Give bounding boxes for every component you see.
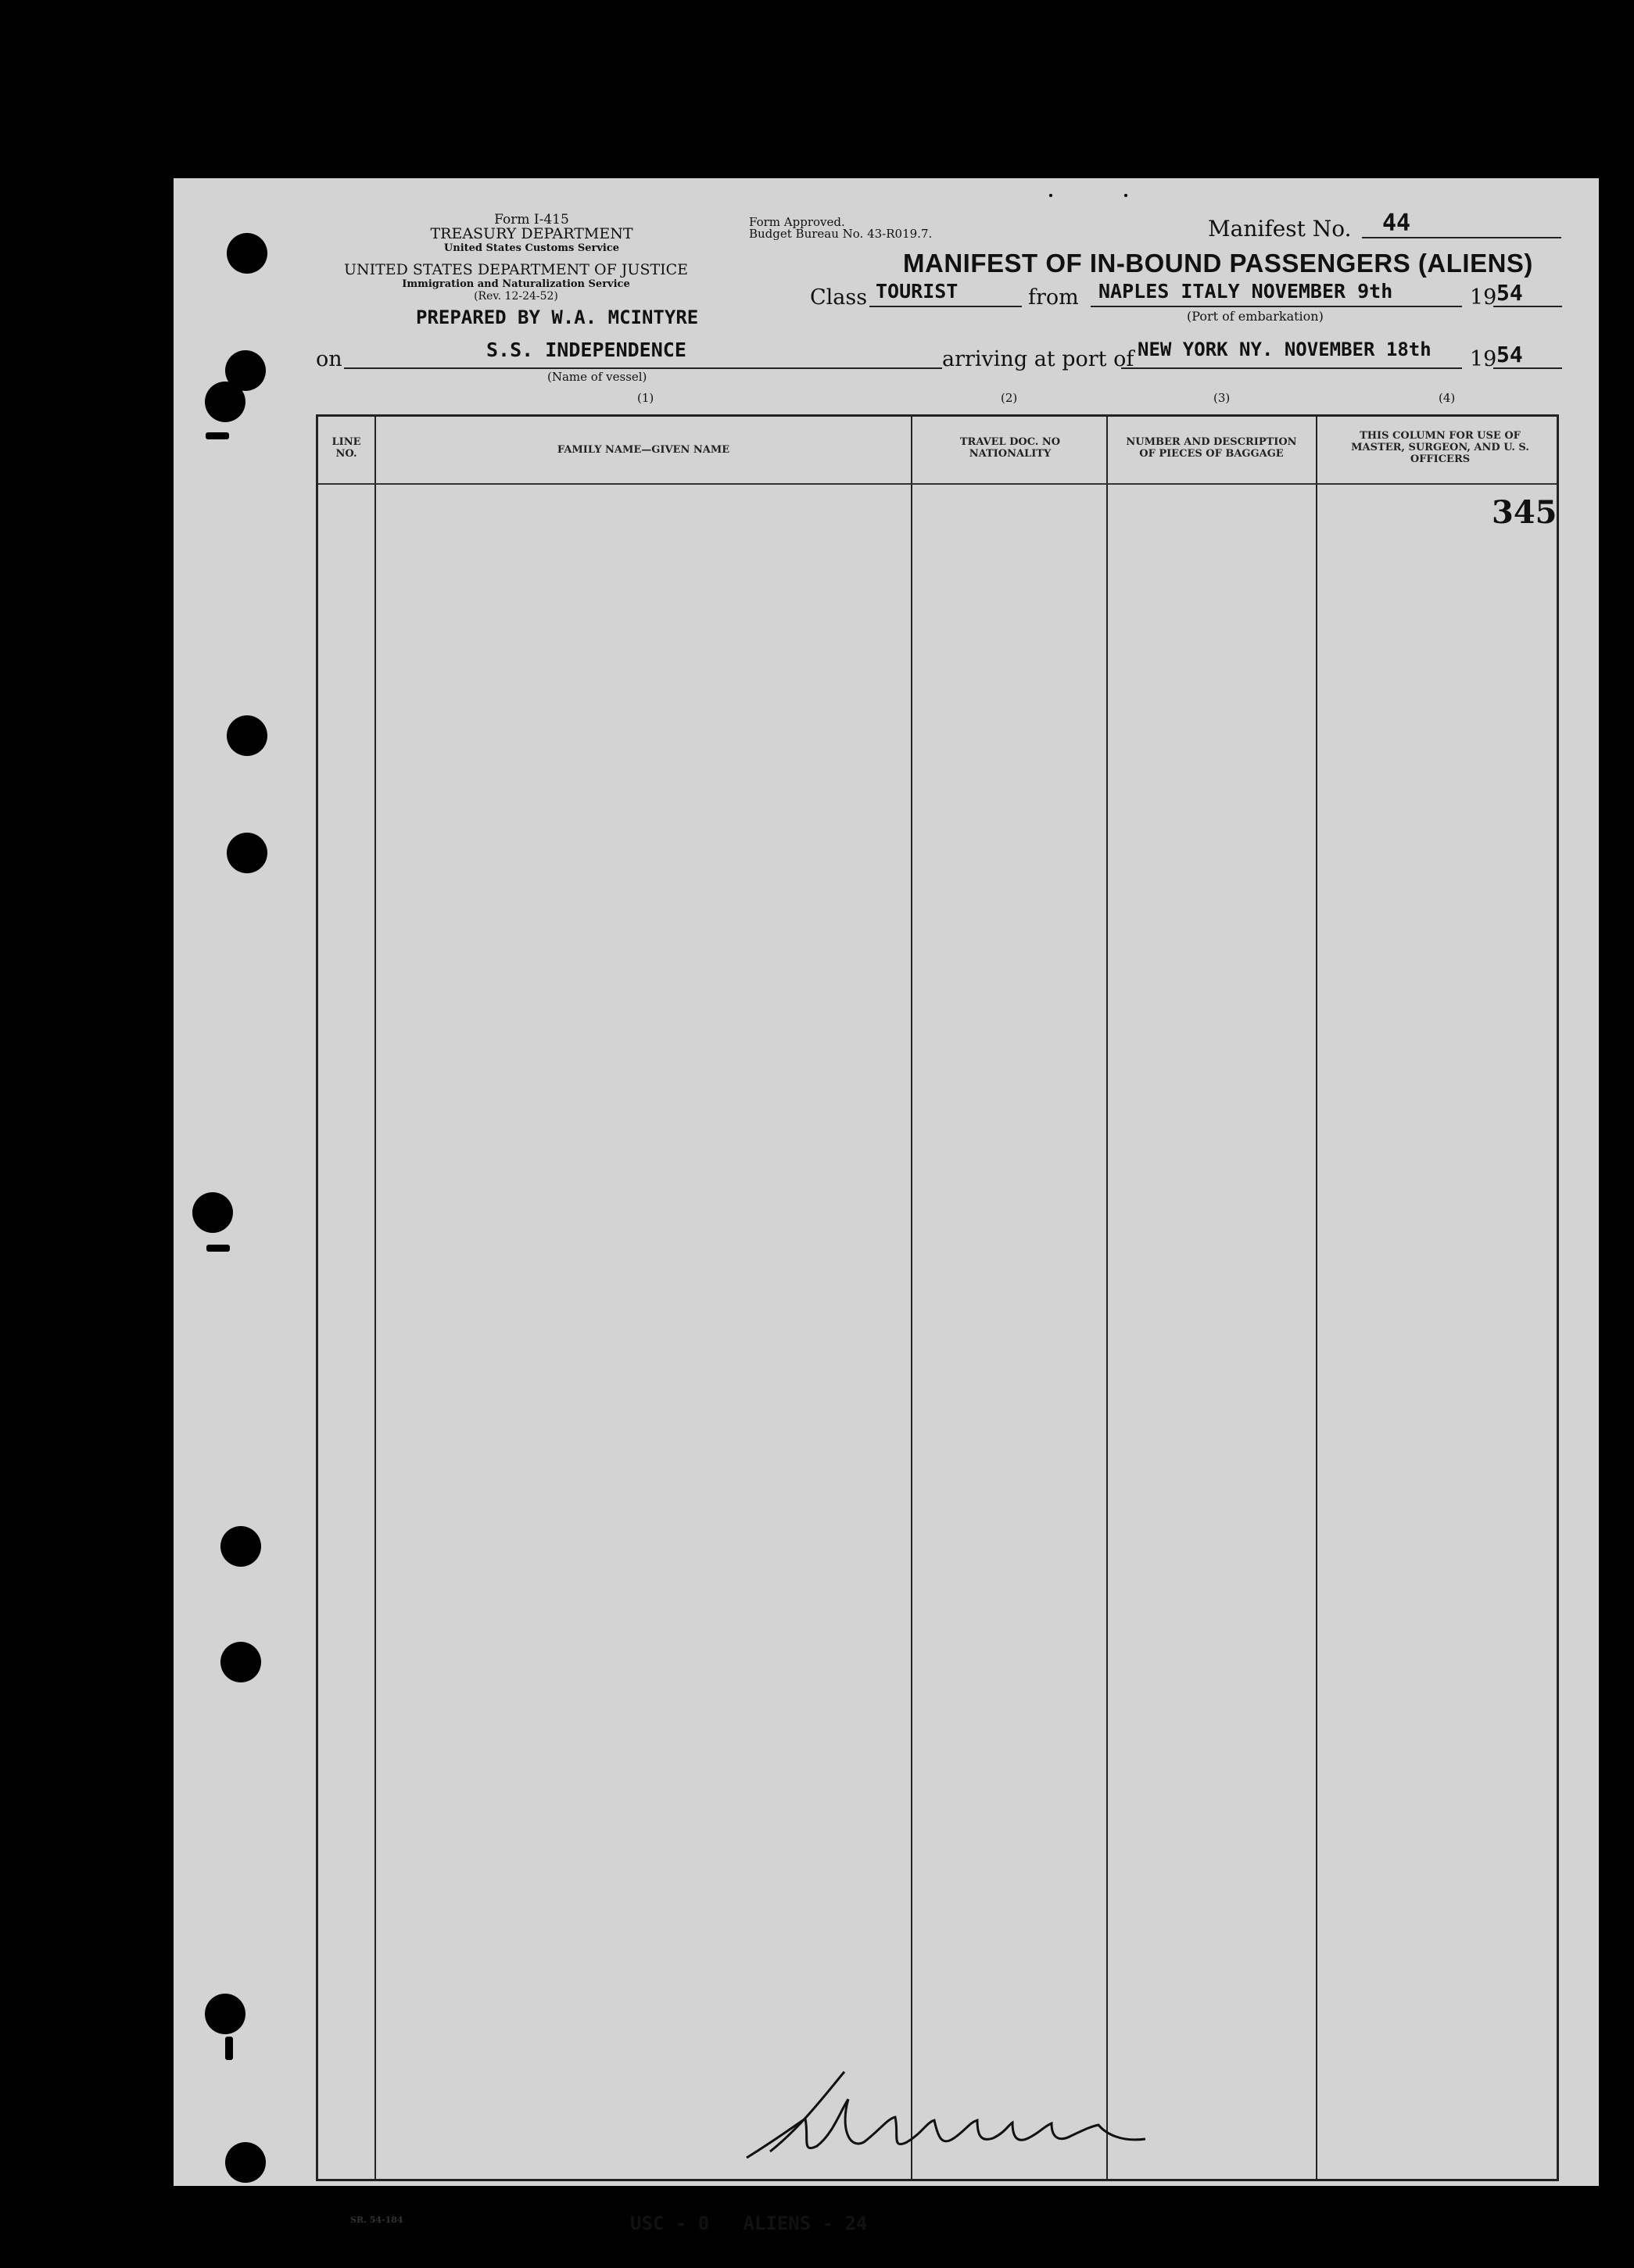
- form-approved: Form Approved.: [749, 215, 845, 229]
- col-divider: [1316, 417, 1317, 2179]
- header-officers: THIS COLUMN FOR USE OF MASTER, SURGEON, AND U. S. OFFICERS: [1351, 430, 1529, 465]
- arrival-year-prefix: 19: [1470, 347, 1497, 371]
- col-number-3: (3): [1213, 391, 1231, 405]
- col-number-1: (1): [637, 391, 654, 405]
- scan-mark: [1049, 194, 1052, 197]
- class-label: Class: [810, 285, 868, 310]
- punch-hole: [227, 715, 267, 756]
- vessel-underline: [344, 367, 942, 369]
- footer-form-code: SR. 54-184: [350, 2215, 403, 2225]
- arrival-year: 54: [1496, 342, 1523, 367]
- from-year: 54: [1496, 280, 1523, 306]
- punch-mark: [225, 2037, 233, 2060]
- punch-hole: [227, 833, 267, 873]
- header-line-no: LINE NO.: [331, 436, 361, 460]
- punch-hole: [205, 1994, 245, 2034]
- on-label: on: [316, 347, 342, 371]
- justice-dept: UNITED STATES DEPARTMENT OF JUSTICE: [343, 261, 689, 278]
- col-divider: [911, 417, 912, 2179]
- arrival-year-underline: [1493, 367, 1562, 369]
- vessel-caption: (Name of vessel): [547, 370, 647, 384]
- class-value: TOURIST: [876, 280, 959, 303]
- punch-hole: [225, 2142, 266, 2183]
- col-divider: [374, 417, 376, 2179]
- manifest-no-underline: [1362, 237, 1561, 238]
- col-number-4: (4): [1439, 391, 1456, 405]
- from-underline: [1091, 306, 1462, 307]
- header-divider: [318, 483, 1557, 485]
- arrival-underline: [1121, 367, 1462, 369]
- punch-hole: [205, 382, 245, 422]
- prepared-by: PREPARED BY W.A. MCINTYRE: [416, 306, 699, 328]
- arriving-label: arriving at port of: [942, 347, 1134, 371]
- header-travel-doc: TRAVEL DOC. NO NATIONALITY: [959, 436, 1061, 460]
- customs-service: United States Customs Service: [443, 242, 620, 254]
- annotation-345: 345: [1492, 494, 1557, 531]
- treasury-dept: TREASURY DEPARTMENT: [430, 225, 633, 242]
- punch-mark: [206, 432, 229, 439]
- budget-bureau: Budget Bureau No. 43-R019.7.: [749, 227, 933, 241]
- ins-service: Immigration and Naturalization Service: [402, 278, 630, 290]
- officer-signature: [731, 2064, 1153, 2166]
- header-name: FAMILY NAME—GIVEN NAME: [557, 444, 730, 456]
- header-baggage: NUMBER AND DESCRIPTION OF PIECES OF BAGGAGE: [1126, 436, 1297, 460]
- passenger-table: [316, 414, 1559, 2181]
- revision-date: (Rev. 12-24-52): [474, 290, 558, 303]
- manifest-title: MANIFEST OF IN-BOUND PASSENGERS (ALIENS): [903, 249, 1533, 278]
- from-year-prefix: 19: [1470, 285, 1497, 310]
- port-embarkation-caption: (Port of embarkation): [1187, 309, 1324, 324]
- col-divider: [1106, 417, 1108, 2179]
- punch-hole: [227, 233, 267, 274]
- footer-summary: USC - 0 ALIENS - 24: [630, 2212, 868, 2234]
- col-number-2: (2): [1001, 391, 1018, 405]
- from-value: NAPLES ITALY NOVEMBER 9th: [1098, 280, 1393, 303]
- arrival-value: NEW YORK NY. NOVEMBER 18th: [1138, 339, 1432, 360]
- from-year-underline: [1493, 306, 1562, 307]
- scan-mark: [1124, 194, 1127, 197]
- punch-hole: [220, 1526, 261, 1567]
- from-label: from: [1028, 285, 1079, 310]
- scan-mark: [938, 145, 955, 148]
- manifest-no: 44: [1382, 210, 1411, 237]
- form-number: Form I-415: [494, 212, 569, 228]
- vessel-name: S.S. INDEPENDENCE: [486, 339, 686, 361]
- manifest-no-label: Manifest No.: [1208, 216, 1352, 242]
- punch-mark: [206, 1245, 230, 1252]
- punch-hole: [192, 1192, 233, 1233]
- punch-hole: [220, 1642, 261, 1682]
- class-underline: [869, 306, 1022, 307]
